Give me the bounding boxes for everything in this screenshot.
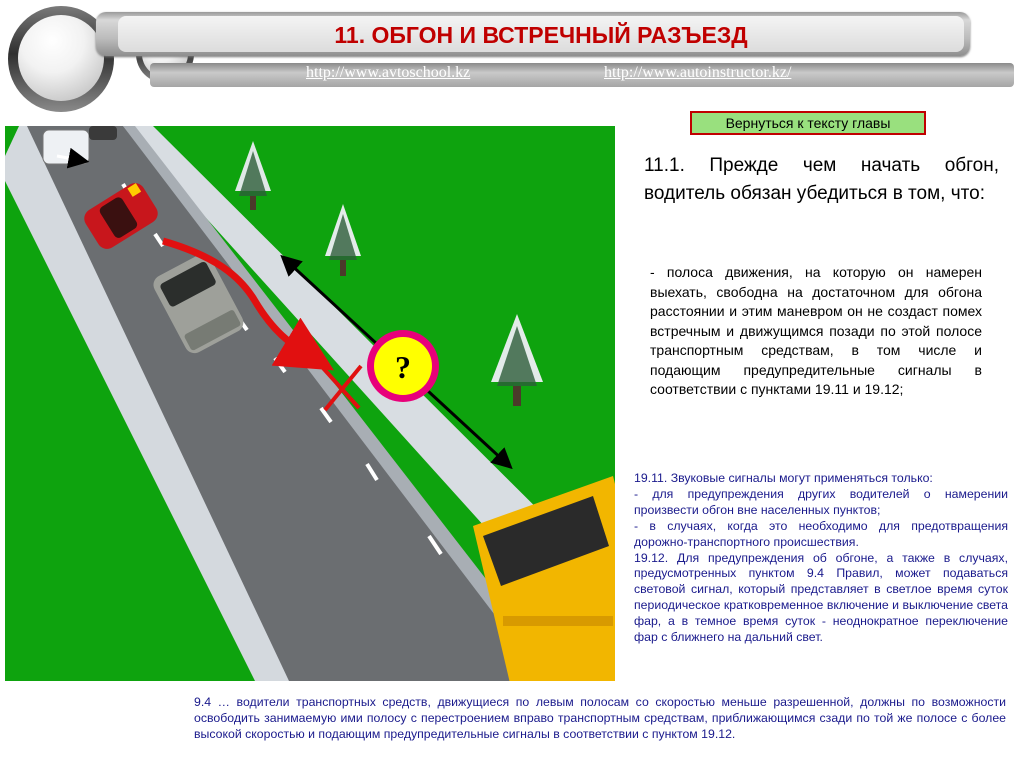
url-bar bbox=[150, 63, 1014, 87]
page-title: 11. ОБГОН И ВСТРЕЧНЫЙ РАЗЪЕЗД bbox=[334, 22, 748, 48]
note-line: 19.11. Звуковые сигналы могут применяться только: bbox=[634, 471, 933, 485]
note-line: - в случаях, когда это необходимо для предотвращения дорожно-транспортного происшествия. bbox=[634, 518, 1008, 549]
rule-11-1-condition: - полоса движения, на которую он намерен выехать, свободна на достаточном для обгона расстоянии и этим маневром он не создаст помех встречным и движущимся позади по этой полосе транспортным средствам, в том числе и подающим предупредительные сигналы в соответствии с пунктами 19.11 и 19.12; bbox=[650, 264, 982, 397]
road-illustration bbox=[5, 126, 615, 681]
signals-note bbox=[634, 471, 1008, 646]
large-orb-inner bbox=[18, 15, 104, 101]
note-line: - для предупреждения других водителей о намерении произвести обгон вне населенных пунктов; bbox=[634, 486, 1008, 517]
link-autoinstructor[interactable]: http://www.autoinstructor.kz/ bbox=[604, 64, 792, 81]
rule-9-4-footnote: 9.4 … водители транспортных средств, движущиеся по левым полосам со скоростью меньше разрешенной, должны по возможности освободить занимаемую ими полосу с перестроением вправо транспортным средствам, приближающимся сзади по той же полосе с более высокой скоростью и подающим предупредительные сигналы в соответствии с пунктом 19.12. bbox=[194, 695, 1006, 741]
rule-11-1-heading: 11.1. Прежде чем начать обгон, водитель обязан убедиться в том, что: bbox=[644, 155, 999, 204]
question-mark: ? bbox=[395, 349, 411, 385]
note-line: 19.12. Для предупреждения об обгоне, а также в случаях, предусмотренных пунктом 9.4 Правил, может подаваться световой сигнал, который представляет в светлое время суток периодическое кратковременное включение и выключение света фар, а в темное время суток - неоднократное переключение фар с ближнего на дальний свет. bbox=[634, 550, 1008, 645]
link-avtoschool[interactable]: http://www.avtoschool.kz bbox=[306, 64, 471, 81]
back-to-chapter-button[interactable]: Вернуться к тексту главы bbox=[690, 111, 926, 135]
